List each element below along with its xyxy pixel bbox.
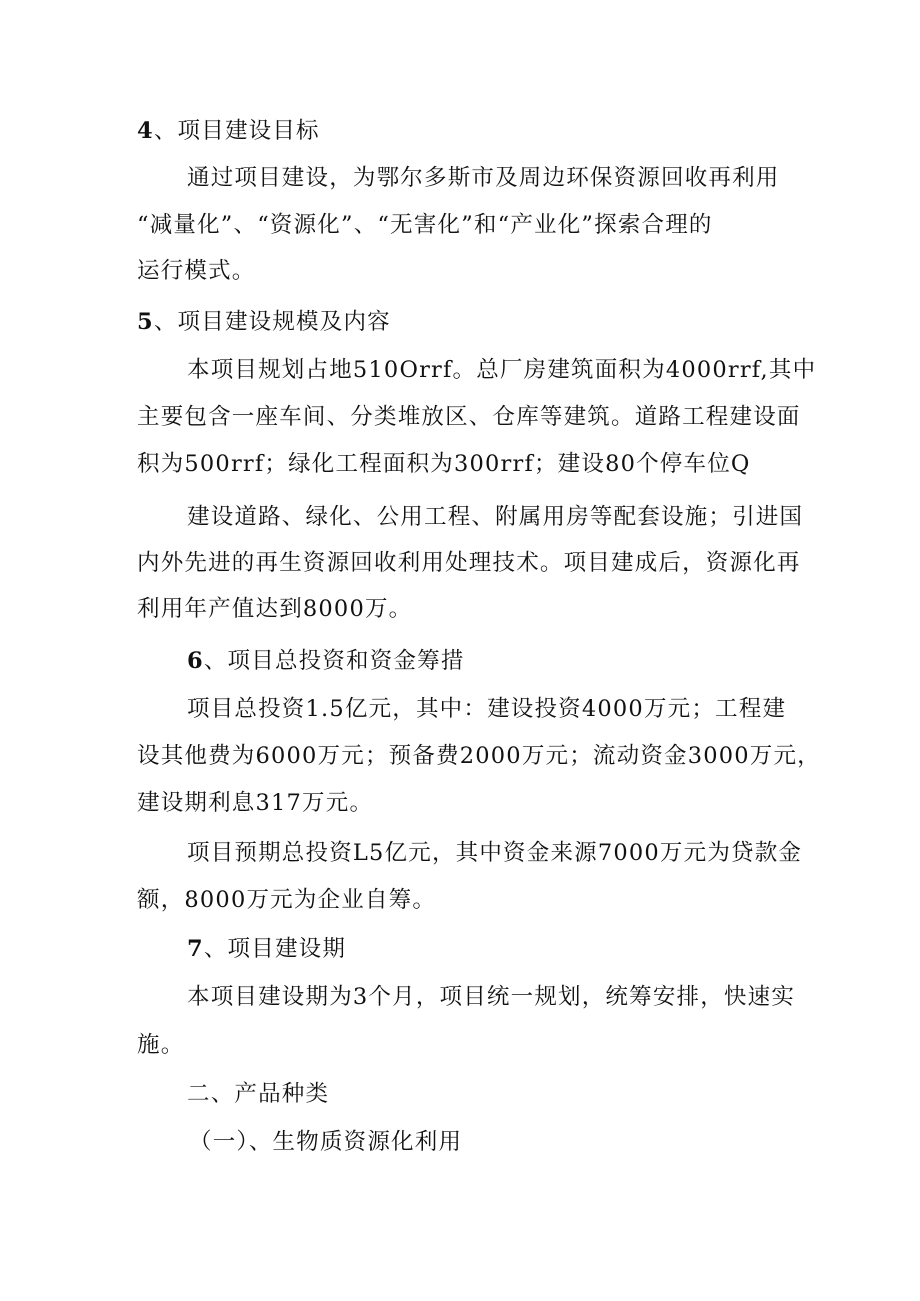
paragraph-line: 项目预期总投资L5亿元，其中资金来源7000万元为贷款金 [187,840,803,866]
subsection-heading: （一）、生物质资源化利用 [189,1129,463,1155]
paragraph-line: 项目总投资1.5亿元，其中：建设投资4000万元；工程建 [187,696,787,722]
paragraph-line: 内外先进的再生资源回收利用处理技术。项目建成后，资源化再 [137,550,801,576]
paragraph-line: 积为500rrf；绿化工程面积为300rrf；建设80个停车位Q [137,451,751,477]
paragraph-line: 本项目建设期为3个月，项目统一规划，统筹安排，快速实 [187,984,796,1010]
section-number: 4 [137,118,154,144]
paragraph-line: 施。 [137,1032,185,1058]
section-4-heading [137,116,320,146]
paragraph-line: 额，8000万元为企业自筹。 [137,887,437,913]
section-5-heading [137,307,391,337]
section-number: 5 [137,309,154,335]
section-title: 、项目总投资和资金筹措 [203,648,465,674]
paragraph-line: 建设期利息317万元。 [137,790,374,816]
paragraph-line: 本项目规划占地510Orrf。总厂房建筑面积为4000rrf,其中 [187,357,817,383]
section-number: 6 [187,648,204,674]
paragraph-line: 通过项目建设，为鄂尔多斯市及周边环保资源回收再利用 [187,165,780,191]
paragraph-line: 利用年产值达到8000万。 [137,596,413,622]
section-title: 、项目建设期 [203,936,347,962]
section-title: 、项目建设规模及内容 [153,309,391,335]
paragraph-line: “减量化”、“资源化”、“无害化”和“产业化”探索合理的 [137,212,713,238]
paragraph-line: 建设道路、绿化、公用工程、附属用房等配套设施；引进国 [187,504,804,530]
paragraph-line: 设其他费为6000万元；预备费2000万元；流动资金3000万元， [137,743,821,769]
chapter-heading: 二、产品种类 [187,1081,330,1107]
section-7-heading [187,934,346,964]
section-title: 、项目建设目标 [153,118,320,144]
section-number: 7 [187,936,204,962]
section-6-heading [187,646,465,676]
paragraph-line: 主要包含一座车间、分类堆放区、仓库等建筑。道路工程建设面 [137,404,801,430]
paragraph-line: 运行模式。 [137,258,256,284]
